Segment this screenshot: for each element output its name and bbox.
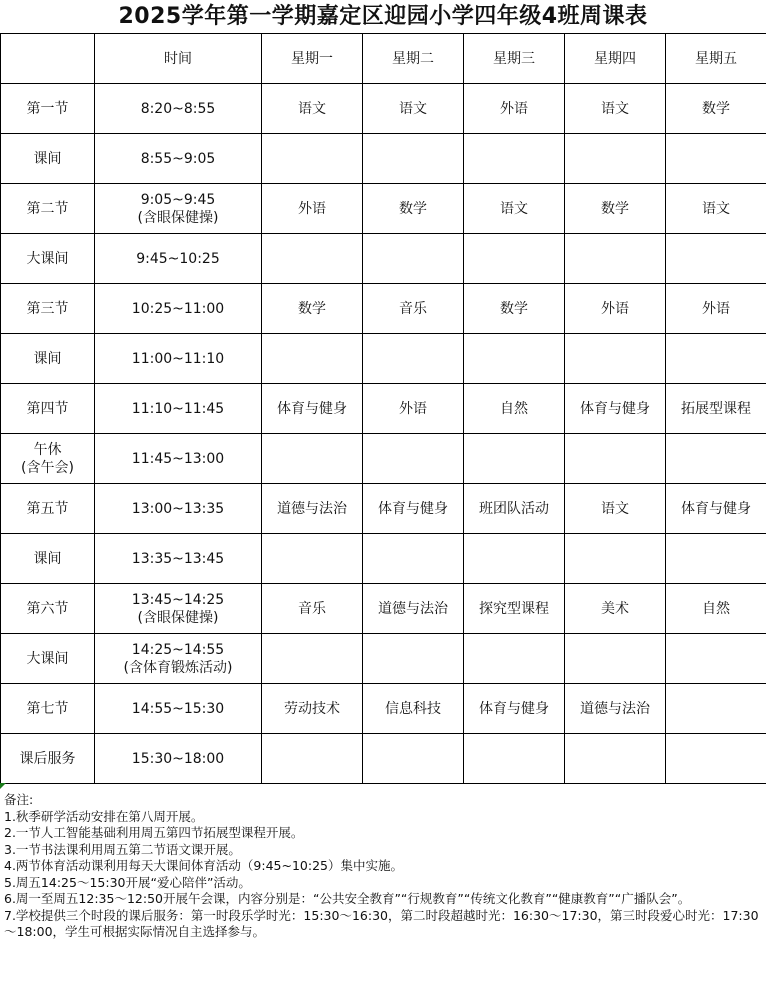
class-cell-wed	[464, 534, 565, 584]
class-cell-tue: 体育与健身	[363, 484, 464, 534]
time-range: 11:00~11:10	[131, 350, 225, 367]
period-label: 课间	[33, 350, 62, 367]
class-cell-thu	[565, 534, 666, 584]
period-cell	[1, 734, 95, 784]
time-cell	[95, 684, 262, 734]
class-cell-tue	[363, 634, 464, 684]
class-cell-mon: 劳动技术	[262, 684, 363, 734]
note-item: 3.一节书法课利用周五第二节语文课开展。	[4, 841, 241, 857]
schedule-row	[1, 634, 766, 684]
class-cell-thu	[565, 234, 666, 284]
class-cell-wed: 班团队活动	[464, 484, 565, 534]
class-cell-thu	[565, 134, 666, 184]
class-cell-mon	[262, 734, 363, 784]
time-cell	[95, 384, 262, 434]
class-cell-fri	[666, 234, 766, 284]
header-day-thu: 星期四	[565, 34, 666, 84]
note-item: 4.两节体育活动课利用每天大课间体育活动（9:45~10:25）集中实施。	[4, 858, 403, 873]
period-cell	[1, 334, 95, 384]
class-cell-fri	[666, 684, 766, 734]
period-note: (含午会)	[21, 459, 74, 476]
schedule-row	[1, 734, 766, 784]
period-label: 第六节	[26, 600, 69, 617]
time-note: (含眼保健操)	[137, 209, 219, 226]
time-range: 13:00~13:35	[131, 500, 225, 517]
time-cell	[95, 334, 262, 384]
schedule-row	[1, 84, 766, 134]
time-note: (含体育锻炼活动)	[123, 659, 233, 676]
class-cell-mon: 数学	[262, 284, 363, 334]
schedule-row	[1, 284, 766, 334]
note-item: 1.秋季研学活动安排在第八周开展。	[4, 808, 204, 824]
class-cell-tue: 数学	[363, 184, 464, 234]
period-label: 第四节	[26, 400, 69, 417]
period-cell	[1, 134, 95, 184]
timetable	[0, 33, 766, 784]
period-cell	[1, 434, 95, 484]
class-cell-wed	[464, 634, 565, 684]
time-range: 9:05~9:45	[140, 191, 216, 208]
time-cell	[95, 534, 262, 584]
time-range: 13:35~13:45	[131, 550, 225, 567]
time-range: 14:55~15:30	[131, 700, 225, 717]
time-cell	[95, 634, 262, 684]
class-cell-wed	[464, 734, 565, 784]
class-cell-tue	[363, 334, 464, 384]
class-cell-fri	[666, 334, 766, 384]
period-label: 午休	[33, 441, 62, 458]
class-cell-wed	[464, 134, 565, 184]
class-cell-mon	[262, 434, 363, 484]
schedule-row	[1, 384, 766, 434]
time-range: 11:45~13:00	[131, 450, 225, 467]
time-cell	[95, 434, 262, 484]
class-cell-thu: 语文	[565, 84, 666, 134]
class-cell-wed: 数学	[464, 284, 565, 334]
time-range: 10:25~11:00	[131, 300, 225, 317]
class-cell-fri: 数学	[666, 84, 766, 134]
class-cell-fri	[666, 634, 766, 684]
time-cell	[95, 284, 262, 334]
class-cell-fri: 语文	[666, 184, 766, 234]
time-range: 8:20~8:55	[140, 100, 216, 117]
schedule-row	[1, 234, 766, 284]
class-cell-wed: 体育与健身	[464, 684, 565, 734]
header-time: 时间	[95, 34, 262, 84]
time-cell	[95, 84, 262, 134]
time-cell	[95, 184, 262, 234]
schedule-row	[1, 484, 766, 534]
class-cell-mon	[262, 234, 363, 284]
class-cell-tue	[363, 734, 464, 784]
class-cell-mon: 语文	[262, 84, 363, 134]
period-label: 第七节	[26, 700, 69, 717]
class-cell-thu: 数学	[565, 184, 666, 234]
class-cell-fri: 拓展型课程	[666, 384, 766, 434]
class-cell-mon: 外语	[262, 184, 363, 234]
period-cell	[1, 234, 95, 284]
class-cell-mon: 体育与健身	[262, 384, 363, 434]
schedule-row	[1, 334, 766, 384]
period-cell	[1, 634, 95, 684]
time-cell	[95, 484, 262, 534]
timetable-body	[1, 34, 766, 784]
class-cell-mon: 音乐	[262, 584, 363, 634]
class-cell-thu: 美术	[565, 584, 666, 634]
class-cell-thu	[565, 434, 666, 484]
time-range: 11:10~11:45	[131, 400, 225, 417]
header-day-mon: 星期一	[262, 34, 363, 84]
class-cell-thu: 语文	[565, 484, 666, 534]
class-cell-mon: 道德与法治	[262, 484, 363, 534]
period-cell	[1, 534, 95, 584]
class-cell-tue: 信息科技	[363, 684, 464, 734]
class-cell-wed: 语文	[464, 184, 565, 234]
time-cell	[95, 134, 262, 184]
class-cell-mon	[262, 634, 363, 684]
class-cell-fri	[666, 734, 766, 784]
class-cell-tue	[363, 134, 464, 184]
period-label: 第三节	[26, 300, 69, 317]
schedule-row	[1, 584, 766, 634]
period-cell	[1, 484, 95, 534]
time-note: (含眼保健操)	[137, 609, 219, 626]
header-row	[1, 34, 766, 84]
class-cell-fri	[666, 134, 766, 184]
header-day-wed: 星期三	[464, 34, 565, 84]
period-cell	[1, 84, 95, 134]
header-period	[1, 34, 95, 84]
class-cell-thu	[565, 734, 666, 784]
time-range: 13:45~14:25	[131, 591, 225, 608]
period-cell	[1, 384, 95, 434]
time-range: 8:55~9:05	[140, 150, 216, 167]
class-cell-fri: 外语	[666, 284, 766, 334]
class-cell-fri	[666, 534, 766, 584]
time-cell	[95, 734, 262, 784]
period-label: 课间	[33, 550, 62, 567]
notes-heading: 备注:	[4, 792, 34, 807]
class-cell-tue	[363, 434, 464, 484]
class-cell-thu: 外语	[565, 284, 666, 334]
page-title: 2025学年第一学期嘉定区迎园小学四年级4班周课表	[118, 4, 648, 29]
period-cell	[1, 584, 95, 634]
schedule-row	[1, 534, 766, 584]
note-item: 6.周一至周五12:35～12:50开展午会课，内容分别是：“公共安全教育”“行规教育”“传统文化教育”“健康教育”“广播队会”。	[4, 891, 691, 906]
class-cell-wed: 外语	[464, 84, 565, 134]
notes-section	[4, 792, 762, 941]
time-range: 14:25~14:55	[131, 641, 225, 658]
header-day-tue: 星期二	[363, 34, 464, 84]
schedule-row	[1, 434, 766, 484]
note-item: 7.学校提供三个时段的课后服务：第一时段乐学时光：15:30～16:30，第二时段超越时光：16:30～17:30，第三时段爱心时光：17:30～18:00，学生可根据实际情况自主选择参与。	[4, 907, 759, 939]
class-cell-tue	[363, 534, 464, 584]
class-cell-wed: 探究型课程	[464, 584, 565, 634]
schedule-row	[1, 684, 766, 734]
time-range: 15:30~18:00	[131, 750, 225, 767]
class-cell-tue: 音乐	[363, 284, 464, 334]
note-item: 5.周五14:25～15:30开展“爱心陪伴”活动。	[4, 874, 251, 890]
class-cell-thu	[565, 334, 666, 384]
class-cell-wed	[464, 434, 565, 484]
class-cell-fri: 体育与健身	[666, 484, 766, 534]
time-cell	[95, 584, 262, 634]
class-cell-tue: 外语	[363, 384, 464, 434]
period-label: 大课间	[26, 250, 69, 267]
class-cell-wed	[464, 234, 565, 284]
class-cell-mon	[262, 134, 363, 184]
period-label: 第五节	[26, 500, 69, 517]
class-cell-tue: 语文	[363, 84, 464, 134]
class-cell-wed	[464, 334, 565, 384]
time-range: 9:45~10:25	[136, 250, 220, 267]
period-label: 第二节	[26, 200, 69, 217]
period-label: 第一节	[26, 100, 69, 117]
class-cell-thu	[565, 634, 666, 684]
cell-marker-icon	[0, 783, 6, 789]
schedule-row	[1, 184, 766, 234]
class-cell-tue: 道德与法治	[363, 584, 464, 634]
period-cell	[1, 184, 95, 234]
time-cell	[95, 234, 262, 284]
header-day-fri: 星期五	[666, 34, 766, 84]
class-cell-fri: 自然	[666, 584, 766, 634]
period-label: 课后服务	[19, 750, 76, 767]
class-cell-fri	[666, 434, 766, 484]
class-cell-tue	[363, 234, 464, 284]
class-cell-mon	[262, 534, 363, 584]
note-item: 2.一节人工智能基础利用周五第四节拓展型课程开展。	[4, 825, 304, 840]
class-cell-thu: 道德与法治	[565, 684, 666, 734]
class-cell-mon	[262, 334, 363, 384]
schedule-row	[1, 134, 766, 184]
period-label: 大课间	[26, 650, 69, 667]
period-label: 课间	[33, 150, 62, 167]
period-cell	[1, 684, 95, 734]
class-cell-thu: 体育与健身	[565, 384, 666, 434]
class-cell-wed: 自然	[464, 384, 565, 434]
period-cell	[1, 284, 95, 334]
